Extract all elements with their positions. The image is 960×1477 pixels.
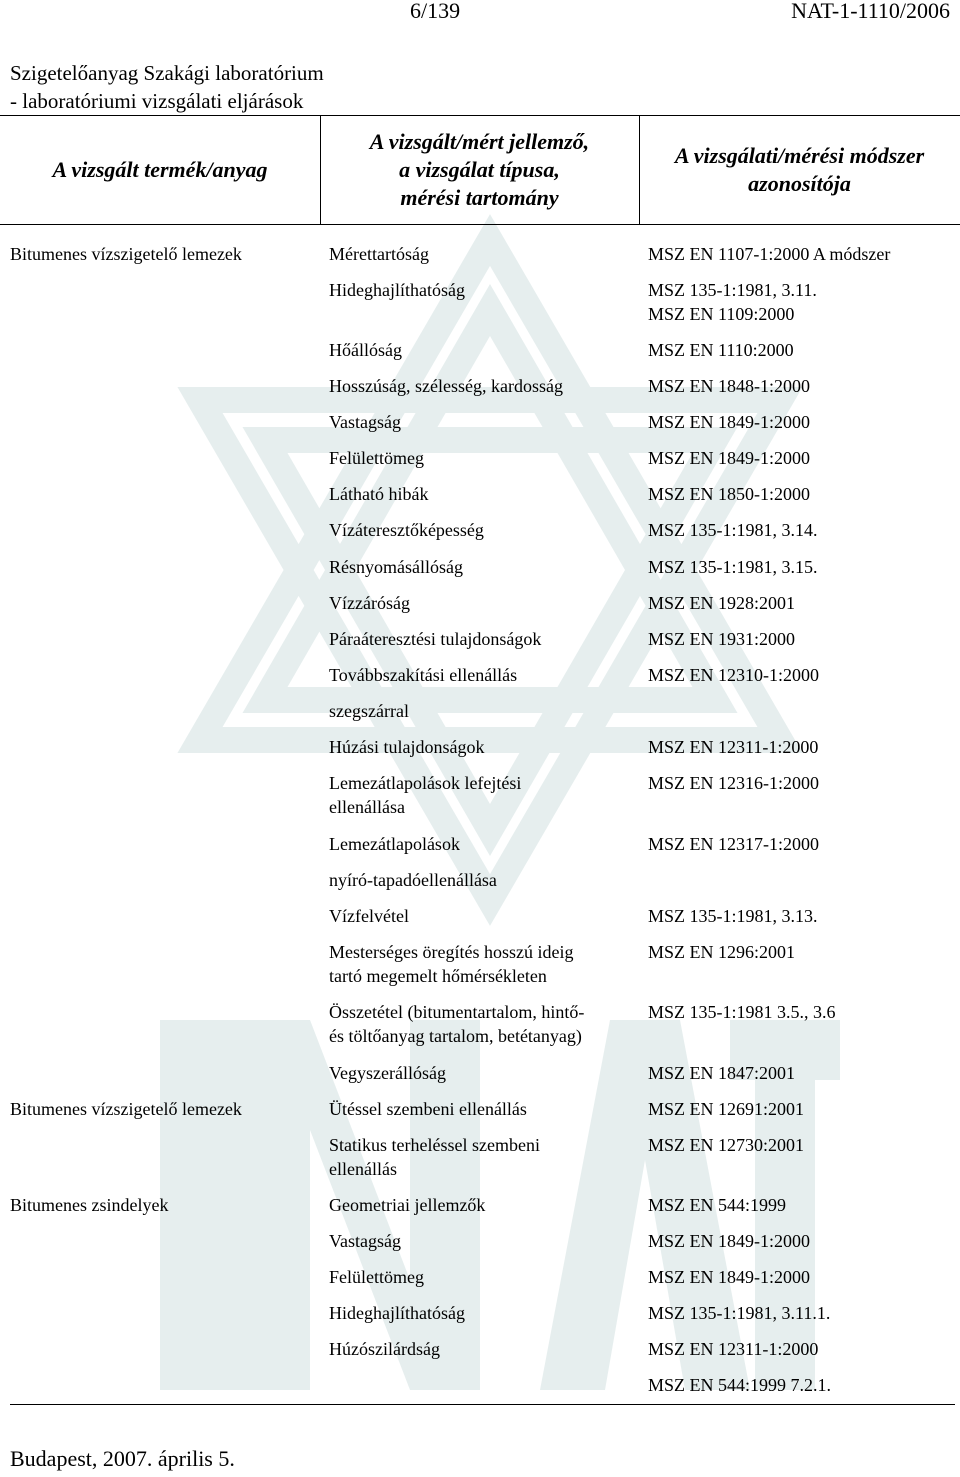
method-cell: MSZ EN 544:1999 7.2.1.	[648, 1375, 832, 1395]
property-cell: Hideghajlíthatóság	[329, 1303, 465, 1323]
property-cell: Húzószilárdság	[329, 1339, 440, 1359]
page-number: 6/139	[410, 0, 461, 23]
column-header-product: A vizsgált termék/anyag	[52, 157, 268, 182]
product-name: Bitumenes vízszigetelő lemezek	[10, 1099, 242, 1119]
property-cell: Hideghajlíthatóság	[329, 280, 465, 300]
method-cell: MSZ EN 1850-1:2000	[648, 484, 810, 504]
property-cell: Összetétel (bitumentartalom, hintő-	[329, 1002, 585, 1022]
method-cell: MSZ EN 1848-1:2000	[648, 376, 810, 396]
method-cell: MSZ EN 12317-1:2000	[648, 834, 819, 854]
method-cell: MSZ EN 544:1999	[648, 1195, 787, 1215]
property-cell: szegszárral	[329, 701, 409, 721]
property-cell: Vegyszerállóság	[329, 1063, 446, 1083]
property-cell: Látható hibák	[329, 484, 429, 504]
method-cell: MSZ EN 1296:2001	[648, 942, 796, 962]
property-cell: Hőállóság	[329, 340, 402, 360]
table-bottom-rule	[10, 1404, 955, 1405]
method-cell: MSZ EN 12311-1:2000	[648, 737, 819, 757]
product-name: Bitumenes zsindelyek	[10, 1195, 169, 1215]
column-header-method: A vizsgálati/mérési módszer azonosítója	[674, 143, 925, 196]
property-cell: ellenállása	[329, 797, 405, 817]
product-name: Bitumenes vízszigetelő lemezek	[10, 244, 242, 264]
property-cell: Vastagság	[329, 412, 401, 432]
method-cell: MSZ EN 12311-1:2000	[648, 1339, 819, 1359]
column-header-property: A vizsgált/mért jellemző, a vizsgálat típusa, mérési tartomány	[369, 129, 590, 210]
property-cell: Vízzáróság	[329, 593, 410, 613]
method-cell: MSZ EN 1107-1:2000 A módszer	[648, 244, 891, 264]
table-header-rule	[0, 224, 960, 225]
property-cell: Vastagság	[329, 1231, 401, 1251]
method-cell: MSZ 135-1:1981, 3.14.	[648, 520, 818, 540]
property-cell: Vízáteresztőképesség	[329, 520, 484, 540]
property-cell: tartó megemelt hőmérsékleten	[329, 966, 547, 986]
property-cell: Felülettömeg	[329, 448, 424, 468]
property-cell: Vízfelvétel	[329, 906, 409, 926]
method-cell: MSZ 135-1:1981, 3.13.	[648, 906, 818, 926]
property-cell: Lemezátlapolások	[329, 834, 460, 854]
property-cell: és töltőanyag tartalom, betétanyag)	[329, 1026, 582, 1046]
method-cell: MSZ EN 1928:2001	[648, 593, 796, 613]
property-cell: ellenállás	[329, 1159, 397, 1179]
lab-name: Szigetelőanyag Szakági laboratórium	[10, 61, 324, 85]
method-cell: MSZ 135-1:1981, 3.11.	[648, 280, 817, 300]
method-cell: MSZ EN 12691:2001	[648, 1099, 805, 1119]
method-cell: MSZ 135-1:1981 3.5., 3.6	[648, 1002, 836, 1022]
property-cell: Résnyomásállóság	[329, 557, 463, 577]
property-cell: Mérettartóság	[329, 244, 429, 264]
property-cell: Páraáteresztési tulajdonságok	[329, 629, 542, 649]
method-cell: MSZ EN 1109:2000	[648, 304, 795, 324]
property-cell: Húzási tulajdonságok	[329, 737, 485, 757]
property-cell: Továbbszakítási ellenállás	[329, 665, 518, 685]
property-cell: Hosszúság, szélesség, kardosság	[329, 376, 563, 396]
property-cell: Ütéssel szembeni ellenállás	[329, 1099, 527, 1119]
method-cell: MSZ EN 1849-1:2000	[648, 1231, 810, 1251]
property-cell: Lemezátlapolások lefejtési	[329, 773, 522, 793]
method-cell: MSZ EN 12310-1:2000	[648, 665, 819, 685]
method-cell: MSZ EN 1849-1:2000	[648, 1267, 810, 1287]
method-cell: MSZ EN 1110:2000	[648, 340, 794, 360]
method-cell: MSZ EN 1847:2001	[648, 1063, 796, 1083]
method-cell: MSZ 135-1:1981, 3.11.1.	[648, 1303, 831, 1323]
property-cell: Geometriai jellemzők	[329, 1195, 486, 1215]
method-cell: MSZ EN 1849-1:2000	[648, 412, 810, 432]
property-cell: Felülettömeg	[329, 1267, 424, 1287]
property-cell: Mesterséges öregítés hosszú ideig	[329, 942, 574, 962]
property-cell: Statikus terheléssel szembeni	[329, 1135, 540, 1155]
method-cell: MSZ 135-1:1981, 3.15.	[648, 557, 818, 577]
document-id: NAT-1-1110/2006	[791, 0, 950, 23]
method-cell: MSZ EN 1849-1:2000	[648, 448, 810, 468]
method-cell: MSZ EN 12316-1:2000	[648, 773, 819, 793]
property-cell: nyíró-tapadóellenállása	[329, 870, 497, 890]
lab-subtitle: - laboratóriumi vizsgálati eljárások	[10, 89, 304, 113]
method-cell: MSZ EN 12730:2001	[648, 1135, 805, 1155]
method-cell: MSZ EN 1931:2000	[648, 629, 796, 649]
footer-date: Budapest, 2007. április 5.	[10, 1446, 235, 1471]
